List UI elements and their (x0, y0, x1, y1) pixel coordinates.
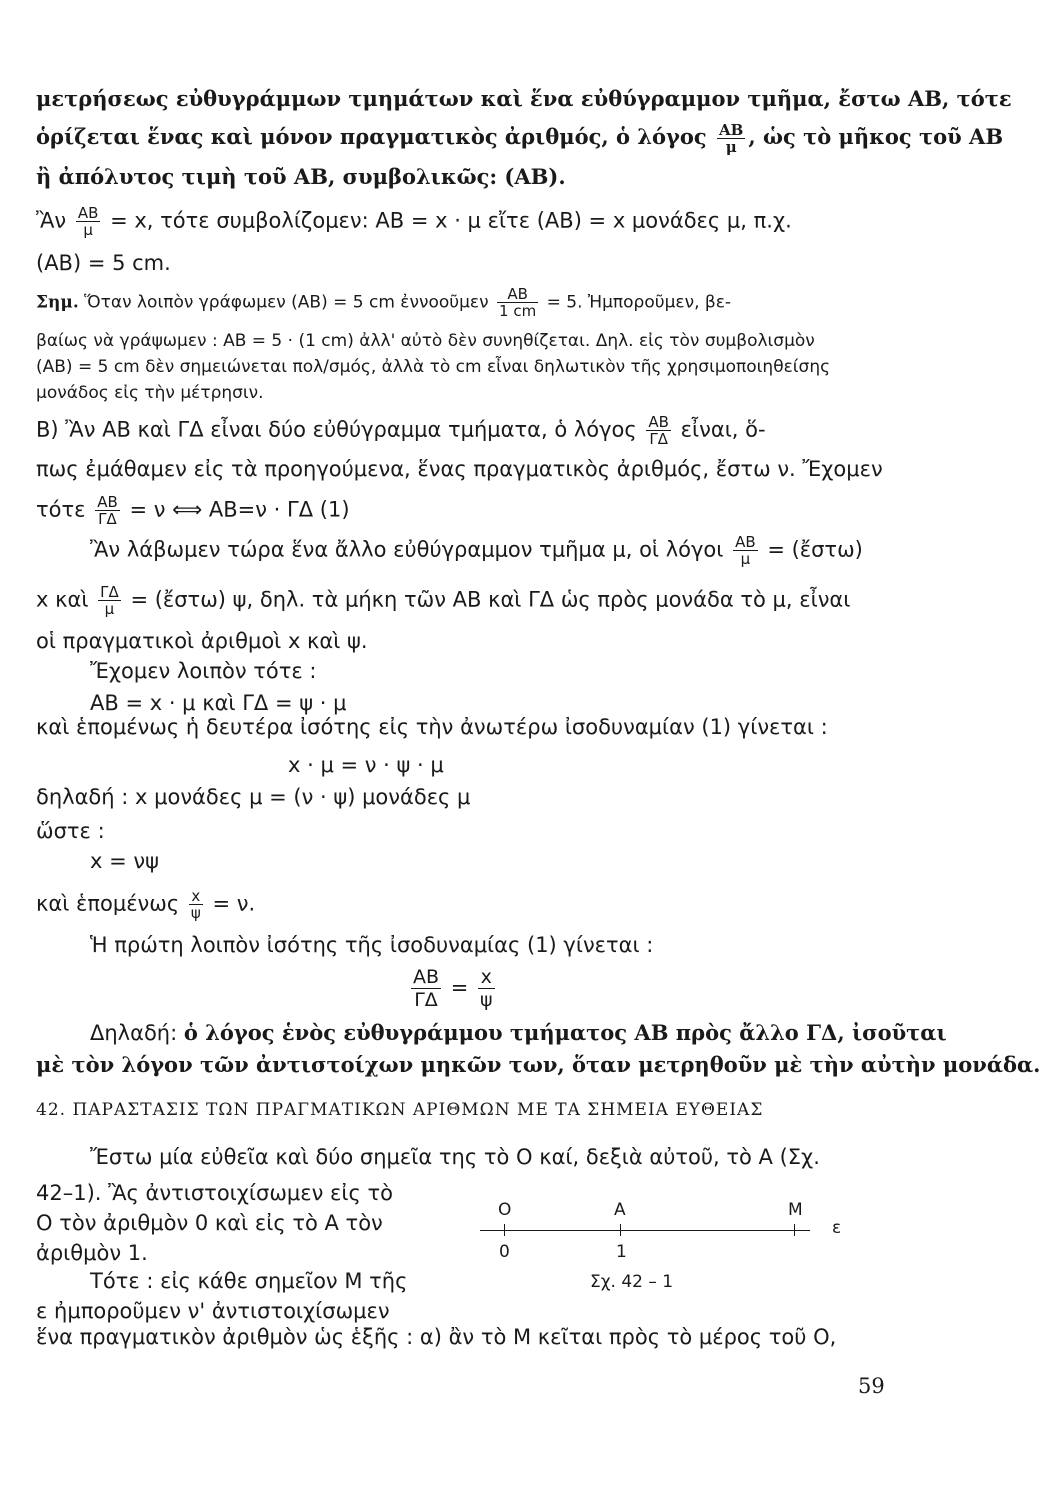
text-line: ἢ ἀπόλυτος τιμὴ τοῦ ΑΒ, συμβολικῶς: (ΑΒ). (36, 164, 566, 189)
text-line: Δηλαδή: ὁ λόγος ἑνὸς εὐθυγράμμου τμήματος ΑΒ πρὸς ἄλλο ΓΔ, ἰσοῦται (90, 1020, 947, 1045)
fraction: $\frac{AB}{1 cm}$ (499, 285, 537, 320)
text-line: τότε $\frac{AB}{\Gamma\Delta}$ = ν ⟺ ΑΒ=ν · ΓΔ (1) (36, 493, 350, 528)
text-line: x καὶ $\frac{\Gamma\Delta}{\mu}$ = (ἔστω) ψ, δηλ. τὰ μήκη τῶν ΑΒ καὶ ΓΔ ὡς πρὸς μονάδα τὸ μ, εἶναι (36, 583, 851, 618)
page-number: 59 (858, 1374, 885, 1398)
fraction: $\frac{AB}{\mu}$ (719, 121, 744, 156)
text-line: ὁρίζεται ἕνας καὶ μόνον πραγματικὸς ἀριθμός, ὁ λόγος $\frac{AB}{\mu}$ , ὡς τὸ μῆκος τοῦ ΑΒ (36, 121, 1004, 156)
text-line: ε ἠμποροῦμεν ν' ἀντιστοιχίσωμεν (36, 1299, 390, 1323)
text-line: δηλαδή : x μονάδες μ = (ν · ψ) μονάδες μ (36, 785, 471, 809)
text-line: Ἔχομεν λοιπὸν τότε : (90, 659, 317, 683)
fraction: $\frac{AB}{\Gamma\Delta}$ (648, 413, 669, 448)
section-heading: 42. ΠΑΡΑΣΤΑΣΙΣ ΤΩΝ ΠΡΑΓΜΑΤΙΚΩΝ ΑΡΙΘΜΩΝ ΜΕ ΤΑ ΣΗΜΕΙΑ ΕΥΘΕΙΑΣ (36, 1100, 764, 1120)
text-line: Ἔστω μία εὐθεῖα καὶ δύο σημεῖα της τὸ Ο καί, δεξιὰ αὐτοῦ, τὸ Α (Σχ. (90, 1145, 820, 1169)
number-label-0: 0 (499, 1242, 510, 1262)
text-line: καὶ ἑπομένως $\frac{x}{\psi}$ = ν. (36, 887, 256, 922)
text-line: Ἂν $\frac{AB}{\mu}$ = x, τότε συμβολίζομεν: ΑΒ = x · μ εἴτε (ΑΒ) = x μονάδες μ, π.χ. (36, 204, 792, 239)
number-line-axis (480, 1230, 810, 1231)
text-line: βαίως νὰ γράψωμεν : ΑΒ = 5 · (1 cm) ἀλλ' αὐτὸ δὲν συνηθίζεται. Δηλ. εἰς τὸν συμβολισμὸν (36, 331, 815, 351)
number-line-figure (470, 1196, 870, 1306)
figure-caption: Σχ. 42 – 1 (590, 1272, 674, 1292)
text-line: Ἡ πρώτη λοιπὸν ἰσότης τῆς ἰσοδυναμίας (1) γίνεται : (90, 933, 654, 957)
point-label-O: Ο (498, 1200, 512, 1220)
fraction: $\frac{\Gamma\Delta}{\mu}$ (100, 583, 119, 618)
fraction: $\frac{x}{\psi}$ (190, 887, 201, 922)
text-line: Τότε : εἰς κάθε σημεῖον Μ τῆς (90, 1269, 408, 1293)
text-line: μονάδος εἰς τὴν μέτρησιν. (36, 383, 264, 403)
text-line: ἕνα πραγματικὸν ἀριθμὸν ὡς ἑξῆς : α) ἂν τὸ Μ κεῖται πρὸς τὸ μέρος τοῦ Ο, (36, 1325, 837, 1349)
equation: x · μ = ν · ψ · μ (288, 753, 444, 777)
point-label-M: Μ (788, 1200, 803, 1220)
tick-A (620, 1224, 621, 1236)
text-line: οἱ πραγματικοὶ ἀριθμοὶ x καὶ ψ. (36, 629, 368, 653)
text-line: καὶ ἑπομένως ἡ δευτέρα ἰσότης εἰς τὴν ἀνωτέρω ἰσοδυναμίαν (1) γίνεται : (36, 715, 828, 739)
tick-O (504, 1224, 505, 1236)
point-label-A: Α (614, 1200, 626, 1220)
text-line: μὲ τὸν λόγον τῶν ἀντιστοίχων μηκῶν των, ὅταν μετρηθοῦν μὲ τὴν αὐτὴν μονάδα. (36, 1052, 1041, 1077)
text-line: ἀριθμὸν 1. (36, 1241, 148, 1265)
fraction: $\frac{AB}{\mu}$ (77, 204, 99, 239)
text-line: 42–1). Ἂς ἀντιστοιχίσωμεν εἰς τὸ (36, 1181, 393, 1205)
fraction: $\frac{AB}{\mu}$ (735, 533, 756, 568)
number-label-1: 1 (616, 1242, 627, 1262)
tick-M (794, 1224, 795, 1236)
text-line: μετρήσεως εὐθυγράμμων τμημάτων καὶ ἕνα εὐθύγραμμον τμῆμα, ἔστω ΑΒ, τότε (36, 86, 1012, 111)
fraction: $\frac{AB}{\Gamma\Delta}$ (97, 493, 118, 528)
final-equation: $\frac{AB}{\Gamma\Delta}$ = $\frac{x}{\psi}$ (413, 966, 493, 1011)
text-line: Β) Ἂν ΑΒ καὶ ΓΔ εἶναι δύο εὐθύγραμμα τμήματα, ὁ λόγος $\frac{AB}{\Gamma\Delta}$ εἶναι, ὅ- (36, 413, 766, 448)
equation: x = νψ (90, 849, 159, 873)
text-line: ὥστε : (36, 819, 105, 843)
text-line: Σημ. Ὅταν λοιπὸν γράφωμεν (ΑΒ) = 5 cm ἐννοοῦμεν $\frac{AB}{1 cm}$ = 5. Ἠμποροῦμεν, βε- (36, 285, 732, 320)
text-line: Ο τὸν ἀριθμὸν 0 καὶ εἰς τὸ Α τὸν (36, 1211, 383, 1235)
text-line: (ΑΒ) = 5 cm δὲν σημειώνεται πολ/σμός, ἀλλὰ τὸ cm εἶναι δηλωτικὸν τῆς χρησιμοποιηθείσης (36, 357, 831, 377)
line-label-e: ε (832, 1218, 842, 1238)
equation: ΑΒ = x · μ καὶ ΓΔ = ψ · μ (90, 691, 347, 715)
text-line: πως ἐμάθαμεν εἰς τὰ προηγούμενα, ἕνας πραγματικὸς ἀριθμός, ἔστω ν. Ἔχομεν (36, 457, 883, 481)
text-line: (ΑΒ) = 5 cm. (36, 251, 171, 275)
text-line: Ἂν λάβωμεν τώρα ἕνα ἄλλο εὐθύγραμμον τμῆμα μ, οἱ λόγοι $\frac{AB}{\mu}$ = (ἔστω) (90, 533, 863, 568)
